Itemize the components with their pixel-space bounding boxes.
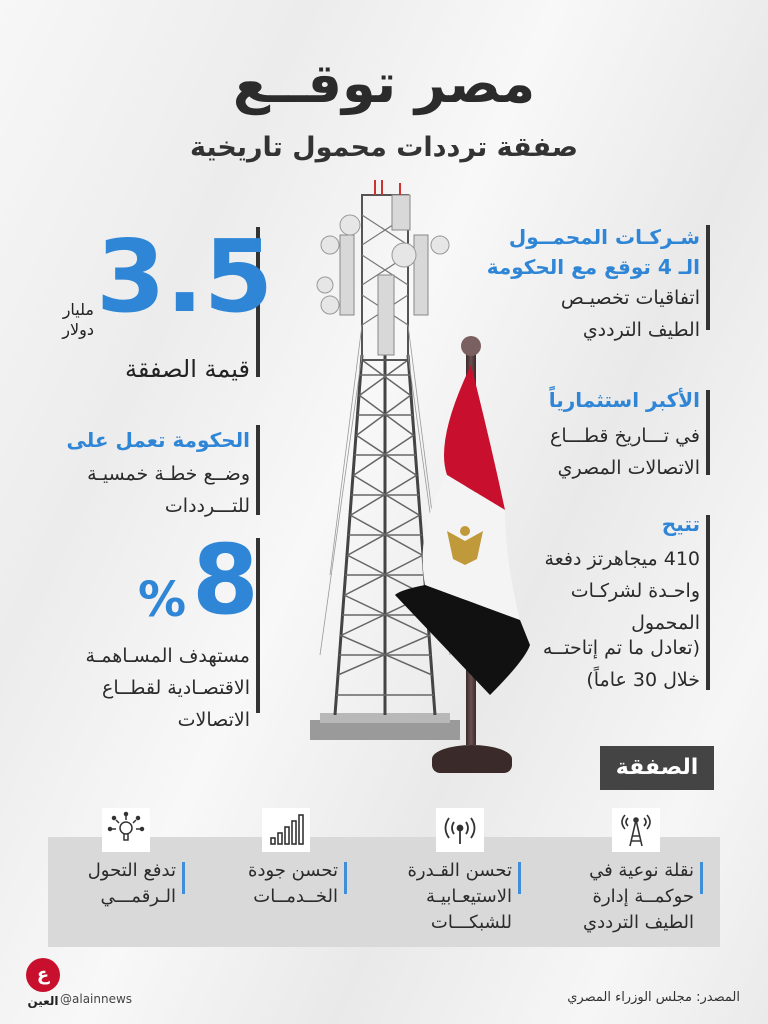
deal-value-label: قيمة الصفقة xyxy=(124,355,250,383)
divider-largest xyxy=(706,390,710,475)
largest-line2: الاتصالات المصري xyxy=(557,457,700,479)
enables-heading: تتيح xyxy=(661,512,700,536)
largest-line1: في تـــاريخ قطـــاع xyxy=(550,425,700,447)
gov-plan-text xyxy=(40,458,250,522)
enables-line3: المحمول xyxy=(631,612,700,634)
target-text xyxy=(30,640,250,736)
feature-4-line2: الـرقمـــي xyxy=(100,886,176,907)
enables-line2: واحـدة لشركـات xyxy=(570,580,700,602)
enables-line1: 410 ميجاهرتز دفعة xyxy=(544,548,700,570)
target-value: 8 xyxy=(192,524,259,636)
feature-divider-4 xyxy=(182,862,185,894)
divider-gov-plan xyxy=(256,425,260,515)
deal-unit-line1: مليار xyxy=(62,300,94,319)
source-credit: المصدر: مجلس الوزراء المصري xyxy=(567,990,740,1005)
target-line2: الاقتصـادية لقطــاع xyxy=(102,677,250,699)
feature-divider-1 xyxy=(700,862,703,894)
signal-icon xyxy=(436,808,484,852)
feature-3-line2: الخــدمــات xyxy=(253,886,338,907)
feature-icon-box-2 xyxy=(436,808,484,852)
gov-plan-line2: للتـــرددات xyxy=(164,495,250,517)
feature-icon-box-3 xyxy=(262,808,310,852)
feature-divider-2 xyxy=(518,862,521,894)
feature-1-line2: حوكمــة إدارة xyxy=(592,886,694,907)
feature-3-text xyxy=(214,858,338,910)
digital-icon xyxy=(102,808,150,852)
deal-section-label: الصفقة xyxy=(600,746,714,790)
flag-pole-finial xyxy=(461,336,481,356)
companies-line2: الـ 4 توقع مع الحكومة xyxy=(486,255,700,279)
gov-plan-heading: الحكومة تعمل على xyxy=(66,428,250,452)
equal-line1: (تعادل ما تم إتاحتــه xyxy=(542,637,700,659)
feature-4-line1: تدفع التحول xyxy=(87,860,176,881)
feature-2-line2: الاستيعـابيـة xyxy=(425,886,512,907)
deal-unit-line2: دولار xyxy=(62,320,94,339)
agreements-line2: الطيف الترددي xyxy=(582,319,700,341)
companies-heading xyxy=(480,222,700,282)
flag-stand xyxy=(432,745,512,773)
feature-1-text xyxy=(560,858,694,936)
feature-icon-box-1 xyxy=(612,808,660,852)
feature-1-line1: نقلة نوعية في xyxy=(589,860,694,881)
feature-2-text xyxy=(382,858,512,936)
divider-companies xyxy=(706,225,710,330)
gov-plan-line1: وضــع خطـة خمسيـة xyxy=(87,463,250,485)
social-handle[interactable]: @alainnews xyxy=(60,992,133,1006)
deal-unit xyxy=(30,300,94,340)
bars-icon xyxy=(262,808,310,852)
feature-icon-box-4 xyxy=(102,808,150,852)
largest-text xyxy=(480,420,700,484)
alain-logo-icon: ع xyxy=(26,958,60,992)
page-title: مصر توقــع xyxy=(232,52,536,115)
divider-enables xyxy=(706,515,710,690)
agreements-line1: اتفاقيات تخصيـص xyxy=(560,287,700,309)
feature-2-line1: تحسن القـدرة xyxy=(407,860,512,881)
logo-text: العين xyxy=(27,994,59,1008)
deal-value: 3.5 xyxy=(96,218,274,335)
feature-3-line1: تحسن جودة xyxy=(248,860,338,881)
companies-line1: شـركـات المحمــول xyxy=(508,225,700,249)
equal-line2: خلال 30 عاماً) xyxy=(586,669,700,691)
feature-1-line3: الطيف الترددي xyxy=(582,912,694,933)
target-line3: الاتصالات xyxy=(177,709,250,731)
page-subtitle: صفقة ترددات محمول تاريخية xyxy=(189,132,578,163)
feature-2-line3: للشبكـــات xyxy=(430,912,512,933)
target-percent: % xyxy=(138,572,187,628)
equal-text xyxy=(480,632,700,696)
tower-icon xyxy=(612,808,660,852)
largest-heading: الأكبر استثمارياً xyxy=(548,388,700,412)
target-line1: مستهدف المسـاهمـة xyxy=(85,645,250,667)
feature-divider-3 xyxy=(344,862,347,894)
feature-4-text xyxy=(56,858,176,910)
enables-text xyxy=(480,543,700,639)
agreements-text xyxy=(480,282,700,346)
